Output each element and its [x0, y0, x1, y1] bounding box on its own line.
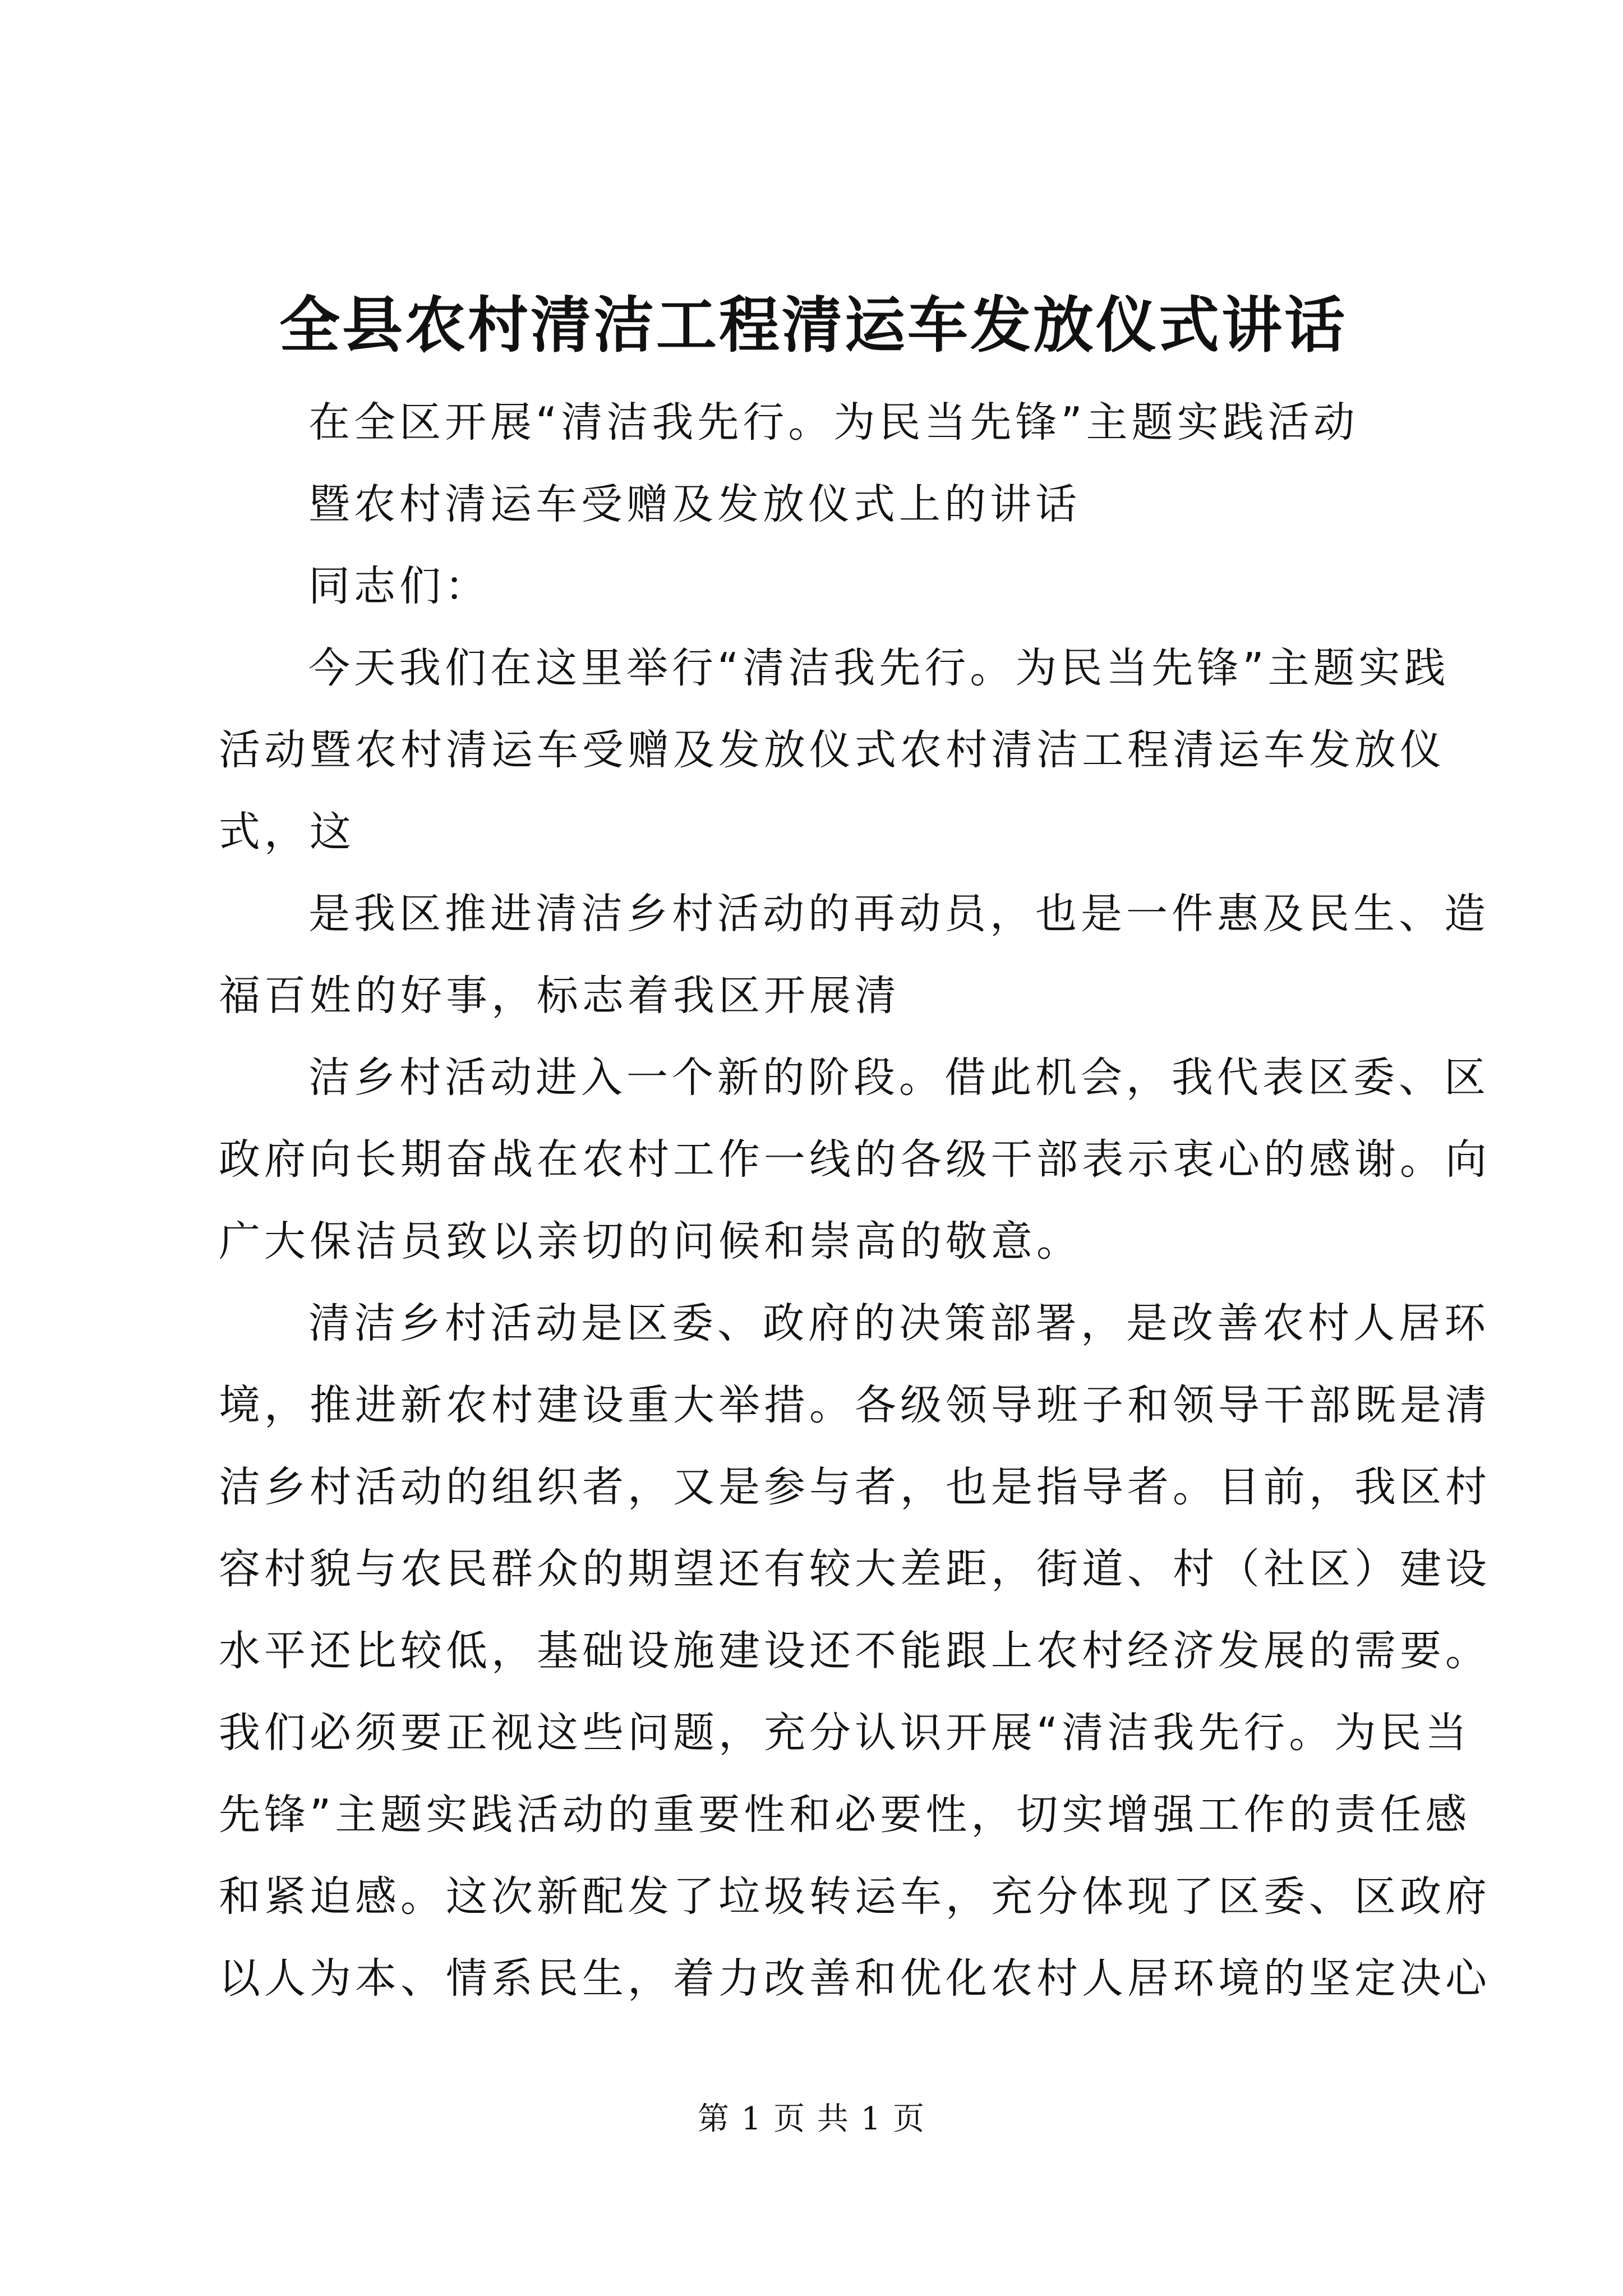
document-body: [219, 381, 1491, 2019]
paragraph-line: 清洁乡村活动是区委、政府的决策部署，是改善农村人居环: [308, 1299, 1490, 1347]
paragraph-line: 洁乡村活动进入一个新的阶段。借此机会，我代表区委、区: [308, 1053, 1490, 1102]
paragraph-line: 式，这: [219, 808, 355, 856]
paragraph-line: 洁乡村活动的组织者，又是参与者，也是指导者。目前，我区村: [219, 1463, 1491, 1511]
document-title: 全县农村清洁工程清运车发放仪式讲话: [279, 290, 1347, 361]
paragraph-line: 我们必须要正视这些问题，充分认识开展“清洁我先行。为民当: [219, 1709, 1471, 1757]
salutation: 同志们：: [308, 562, 490, 610]
paragraph-line: 政府向长期奋战在农村工作一线的各级干部表示衷心的感谢。向: [219, 1135, 1491, 1184]
paragraph-line: 今天我们在这里举行“清洁我先行。为民当先锋”主题实践: [308, 644, 1450, 692]
paragraph-line: 以人为本、情系民生，着力改善和优化农村人居环境的坚定决心: [219, 1954, 1491, 2003]
paragraph-line: 是我区推进清洁乡村活动的再动员，也是一件惠及民生、造: [308, 890, 1490, 938]
paragraph-line: 福百姓的好事，标志着我区开展清: [219, 972, 900, 1020]
subtitle-line-2: 暨农村清运车受赠及发放仪式上的讲话: [308, 480, 1081, 528]
subtitle-line-1: 在全区开展“清洁我先行。为民当先锋”主题实践活动: [308, 398, 1359, 447]
paragraph-line: 境，推进新农村建设重大举措。各级领导班子和领导干部既是清: [219, 1381, 1491, 1429]
paragraph-line: 容村貌与农民群众的期望还有较大差距，街道、村（社区）建设: [219, 1545, 1491, 1593]
paragraph-line: 活动暨农村清运车受赠及发放仪式农村清洁工程清运车发放仪: [219, 726, 1445, 774]
paragraph-line: 先锋”主题实践活动的重要性和必要性，切实增强工作的责任感: [219, 1791, 1471, 1839]
paragraph-line: 和紧迫感。这次新配发了垃圾转运车，充分体现了区委、区政府: [219, 1872, 1491, 1921]
paragraph-line: 广大保洁员致以亲切的问候和崇高的敬意。: [219, 1217, 1082, 1266]
page-footer: 第 1 页 共 1 页: [697, 2101, 926, 2137]
paragraph-line: 水平还比较低，基础设施建设还不能跟上农村经济发展的需要。: [219, 1627, 1491, 1675]
